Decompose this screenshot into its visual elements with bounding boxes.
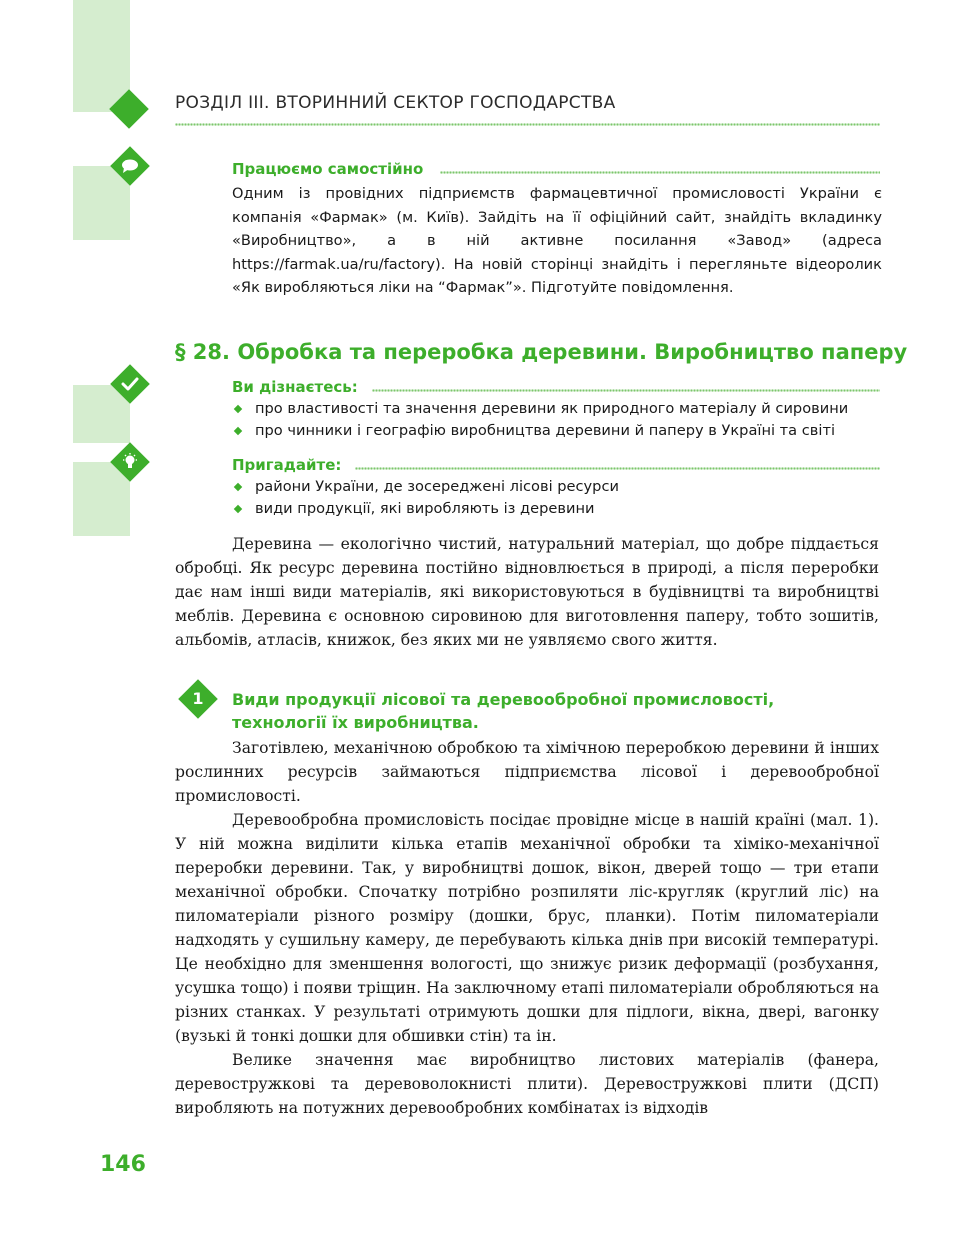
- bullet-diamond-icon: [234, 405, 242, 413]
- checkmark-icon: [110, 364, 150, 404]
- section-title: Види продукції лісової та деревообробної промисловості, технології їх виробництва.: [232, 690, 775, 732]
- list-item: про властивості та значення деревини як природного матеріалу й сировини: [232, 398, 848, 420]
- section-paragraph: Деревообробна промисловість посідає провідне місце в нашій країні (мал. 1). У ній можна виділити кілька етапів механічної обробки та хіміко-механічної переробки деревини. Так, у виробництві дошок, вікон, дверей тощо — три етапи механічної обробки. Спочатку потрібно розпиляти ліс-кругляк (круглий ліс) на пиломатеріали різного розміру (дошки, брус, планки). Потім пиломатеріали надходять у сушильну камеру, де перебувають кілька днів при високій температурі. Це необхідно для зменшення вологості, що знижує ризик деформації (розбухання, усушка тощо) і появи тріщин. На заключному етапі пиломатеріали обробляються на різних станках. У результаті отримують дошки для підлоги, вікна, двері, вагонку (вузькі й тонкі дошки для обшивки стін) та ін.: [175, 811, 879, 1045]
- recall-heading: Пригадайте:: [232, 456, 342, 474]
- section-paragraph: Велике значення має виробництво листових матеріалів (фанера, деревостружкові та деревоволокнисті плити). Деревостружкові плити (ДСП) виробляють на потужних деревообробних комбінатах із відходів: [175, 1051, 879, 1117]
- paragraph-title: § 28. Обробка та переробка деревини. Виробництво паперу: [175, 340, 908, 364]
- list-item: райони України, де зосереджені лісові ресурси: [232, 476, 619, 498]
- task-text: Одним із провідних підприємств фармацевтичної промисловості України є компанія «Фармак» (м. Київ). Зайдіть на її офіційний сайт, знайдіть вкладинку «Виробництво», а в ній активне посилання «Завод» (адреса https://farmak.ua/ru/factory). На новій сторінці знайдіть і перегляньте відеоролик «Як виробляються ліки на “Фармак”». Підготуйте повідомлення.: [232, 185, 882, 296]
- chat-bubble-icon: [110, 146, 150, 186]
- section-number: 1: [192, 689, 204, 708]
- section-paragraph: Заготівлею, механічною обробкою та хімічною переробкою деревини й інших рослинних ресурсів займаються підприємства лісової і деревообробної промисловості.: [175, 739, 879, 805]
- section-body: [175, 736, 879, 1120]
- intro-text: [175, 532, 879, 652]
- list-item: про чинники і географію виробництва деревини й паперу в Україні та світі: [232, 420, 848, 442]
- page-number: 146: [100, 1152, 146, 1177]
- header-divider: [175, 122, 880, 127]
- learn-list: [232, 398, 848, 442]
- lightbulb-icon: [110, 442, 150, 482]
- bullet-diamond-icon: [234, 505, 242, 513]
- bullet-diamond-icon: [234, 483, 242, 491]
- recall-heading-divider: [355, 466, 880, 471]
- learn-heading-divider: [372, 388, 880, 393]
- number-diamond-icon: [178, 679, 218, 719]
- bullet-diamond-icon: [234, 427, 242, 435]
- intro-paragraph: Деревина — екологічно чистий, натуральний матеріал, що добре піддається обробці. Як ресурс деревина постійно відновлюється в природі, а після переробки дає нам інші види матеріалів, які використовуються в будівництві та виробництві меблів. Деревина є основною сировиною для виготовлення паперу, тобто зошитів, альбомів, атласів, книжок, без яких ми не уявляємо свого життя.: [175, 535, 879, 649]
- chapter-header: РОЗДІЛ ІІІ. ВТОРИННИЙ СЕКТОР ГОСПОДАРСТВА: [175, 93, 616, 113]
- learn-heading: Ви дізнаєтесь:: [232, 378, 358, 396]
- task-heading-divider: [440, 170, 880, 175]
- recall-list: [232, 476, 619, 520]
- task-heading: Працюємо самостійно: [232, 160, 424, 178]
- list-item: види продукції, які виробляють із деревини: [232, 498, 619, 520]
